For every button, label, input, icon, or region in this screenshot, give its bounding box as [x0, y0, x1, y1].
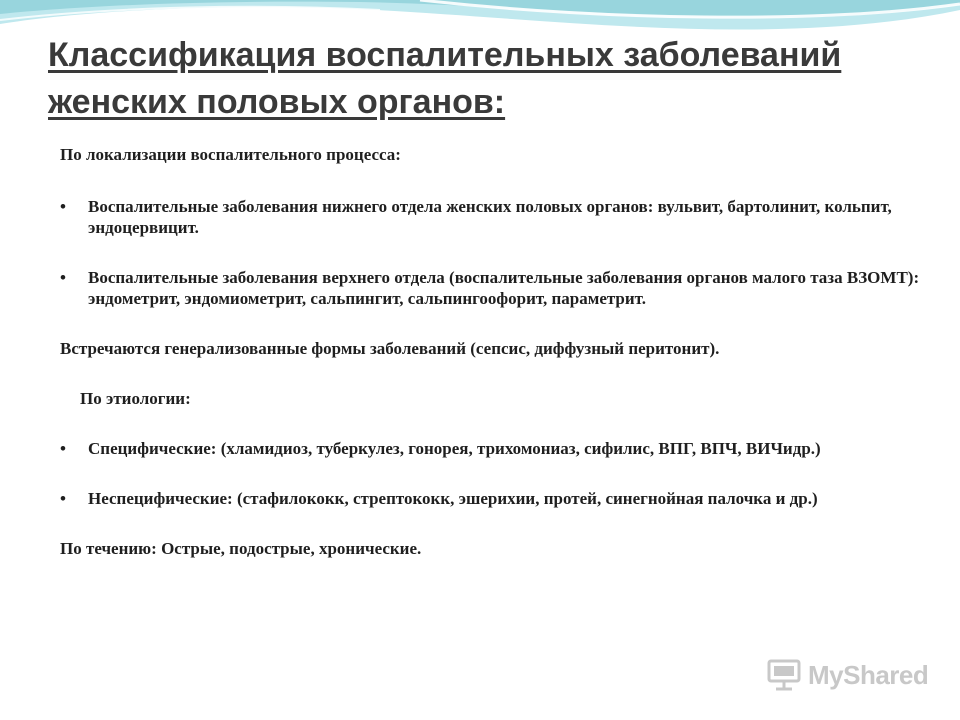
list-item-text: Воспалительные заболевания верхнего отдела (воспалительные заболевания органов малого таза ВЗОМТ): эндометрит, эндомиометрит, сальпингит, сальпингоофорит, параметрит.	[88, 268, 920, 308]
list-item-text: Неспецифические: (стафилококк, стрептококк, эшерихии, протей, синегнойная палочка и др.)	[88, 489, 818, 508]
bullet-icon: •	[60, 268, 66, 287]
list-item-text: Воспалительные заболевания нижнего отдела женских половых органов: вульвит, бартолинит, кольпит, эндоцервицит.	[88, 197, 892, 237]
list-item-text: Специфические: (хламидиоз, туберкулез, гонорея, трихомониаз, сифилис, ВПГ, ВПЧ, ВИЧидр.)	[88, 439, 821, 458]
slide-title: Классификация воспалительных заболеваний женских половых органов:	[48, 36, 842, 121]
list-item	[60, 196, 920, 238]
location-heading: По локализации воспалительного процесса:	[60, 145, 401, 164]
list-item	[60, 488, 920, 509]
bullet-icon: •	[60, 489, 66, 508]
list-item	[60, 438, 920, 459]
watermark-logo	[766, 654, 928, 696]
list-item	[60, 267, 920, 309]
generalized-note: Встречаются генерализованные формы заболеваний (сепсис, диффузный перитонит).	[60, 339, 720, 358]
projector-screen-icon	[766, 658, 802, 692]
bullet-icon: •	[60, 439, 66, 458]
etiology-heading: По этиологии:	[80, 389, 191, 408]
slide-body	[60, 144, 920, 559]
course-line: По течению: Острые, подострые, хронические.	[60, 539, 422, 558]
bullet-icon: •	[60, 197, 66, 216]
watermark-text: MyShared	[808, 659, 929, 690]
